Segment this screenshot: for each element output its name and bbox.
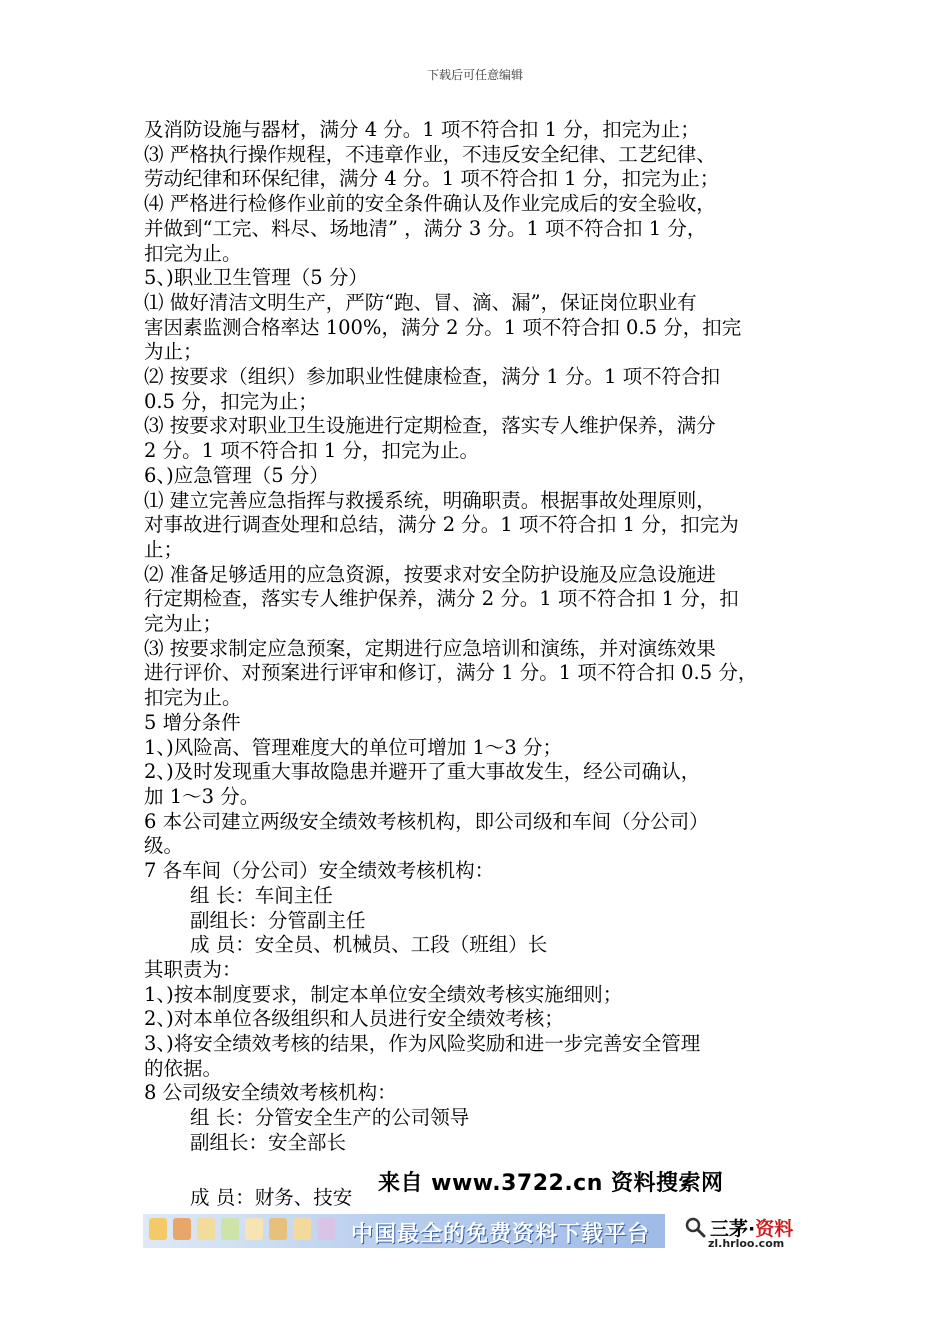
committee-member-line: 副组长：分管副主任 (190, 908, 366, 932)
text-line: 及消防设施与器材，满分 4 分。1 项不符合扣 1 分，扣完为止； (144, 118, 700, 141)
section-heading: 7 各车间（分公司）安全绩效考核机构： (144, 859, 495, 883)
text-line: 止； (144, 537, 184, 561)
logo-url: zl.hrloo.com (708, 1237, 785, 1250)
section-heading: 6、)应急管理（5 分） (144, 463, 329, 487)
text-line: 2、)及时发现重大事故隐患并避开了重大事故发生，经公司确认， (144, 760, 701, 784)
text-line: 扣完为止。 (144, 686, 242, 710)
logo-name-black: 三茅· (710, 1218, 756, 1240)
banner-icons (149, 1218, 335, 1244)
committee-member-line: 成 员：安全员、机械员、工段（班组）长 (190, 933, 548, 957)
document-icon (197, 1218, 215, 1240)
text-line: 劳动纪律和环保纪律，满分 4 分。1 项不符合扣 1 分，扣完为止； (144, 167, 720, 191)
text-line: ⑵ 准备足够适用的应急资源，按要求对安全防护设施及应急设施进 (144, 562, 716, 586)
text-line: 级。 (144, 834, 184, 858)
text-line: 加 1～3 分。 (144, 784, 260, 808)
document-body (144, 118, 814, 1156)
ad-source-text[interactable]: 来自 www.3722.cn 资料搜索网 (378, 1171, 724, 1196)
committee-member-line-partial: 成 员：财务、技安 (190, 1186, 353, 1209)
text-line: 进行评价、对预案进行评审和修订，满分 1 分。1 项不符合扣 0.5 分， (144, 661, 758, 685)
text-line: ⑵ 按要求（组织）参加职业性健康检查，满分 1 分。1 项不符合扣 (144, 365, 721, 389)
text-line: 为止； (144, 340, 203, 364)
section-heading: 5 增分条件 (144, 710, 241, 734)
text-line: 其职责为： (144, 957, 242, 981)
text-line: ⑶ 按要求制定应急预案，定期进行应急培训和演练，并对演练效果 (144, 636, 716, 660)
paragraph-block-main (144, 118, 814, 884)
section-heading: 8 公司级安全绩效考核机构： (144, 1081, 397, 1105)
section-heading: 6 本公司建立两级安全绩效考核机构，即公司级和车间（分公司） (144, 809, 709, 833)
section-heading: 5、)职业卫生管理（5 分） (144, 266, 368, 290)
text-line: 1、)按本制度要求，制定本单位安全绩效考核实施细则； (144, 982, 623, 1006)
chart-icon (221, 1218, 239, 1240)
page-header: 下载后可任意编辑 (426, 68, 523, 82)
document-icon (245, 1218, 263, 1240)
committee-member-line: 组 长：分管安全生产的公司领导 (190, 1106, 470, 1130)
text-line: ⑴ 建立完善应急指挥与救援系统，明确职责。根据事故处理原则， (144, 488, 716, 512)
text-line: 3、)将安全绩效考核的结果，作为风险奖励和进一步完善安全管理 (144, 1032, 701, 1056)
text-line: 对事故进行调查处理和总结，满分 2 分。1 项不符合扣 1 分，扣完为 (144, 513, 739, 537)
banner-slogan: 中国最全的免费资料下载平台 (351, 1222, 651, 1247)
ad-banner[interactable] (143, 1214, 665, 1248)
text-line: 的依据。 (144, 1056, 223, 1080)
text-line: 2 分。1 项不符合扣 1 分，扣完为止。 (144, 439, 480, 463)
logo-name-red: 资料 (755, 1218, 794, 1240)
text-line: ⑴ 做好清洁文明生产，严防“跑、冒、滴、漏”，保证岗位职业有 (144, 290, 697, 314)
folder-icon (173, 1218, 191, 1240)
document-icon (149, 1218, 167, 1240)
text-line: 0.5 分，扣完为止； (144, 389, 318, 413)
committee-member-line: 副组长：安全部长 (190, 1130, 347, 1154)
document-icon (293, 1218, 311, 1240)
book-icon (269, 1218, 287, 1240)
text-line: 2、)对本单位各级组织和人员进行安全绩效考核； (144, 1007, 564, 1031)
text-line: 并做到“工完、料尽、场地清” ，满分 3 分。1 项不符合扣 1 分， (144, 216, 707, 240)
text-line: 完为止； (144, 612, 223, 636)
duties-block (144, 958, 814, 1106)
text-line: 扣完为止。 (144, 241, 242, 265)
document-icon (317, 1218, 335, 1240)
committee-member-line: 组 长：车间主任 (190, 883, 333, 907)
company-committee-list (144, 1106, 814, 1155)
text-line: ⑷ 严格进行检修作业前的安全条件确认及作业完成后的安全验收， (144, 192, 716, 216)
text-line: ⑶ 严格执行操作规程，不违章作业，不违反安全纪律、工艺纪律、 (144, 142, 716, 166)
search-icon (684, 1216, 706, 1238)
text-line: 1、)风险高、管理难度大的单位可增加 1～3 分； (144, 735, 562, 759)
text-line: 行定期检查，落实专人维护保养，满分 2 分。1 项不符合扣 1 分，扣 (144, 587, 739, 611)
text-line: ⑶ 按要求对职业卫生设施进行定期检查，落实专人维护保养，满分 (144, 414, 716, 438)
site-logo[interactable] (684, 1212, 814, 1252)
workshop-committee-list (144, 884, 814, 958)
text-line: 害因素监测合格率达 100%，满分 2 分。1 项不符合扣 0.5 分，扣完 (144, 315, 742, 339)
